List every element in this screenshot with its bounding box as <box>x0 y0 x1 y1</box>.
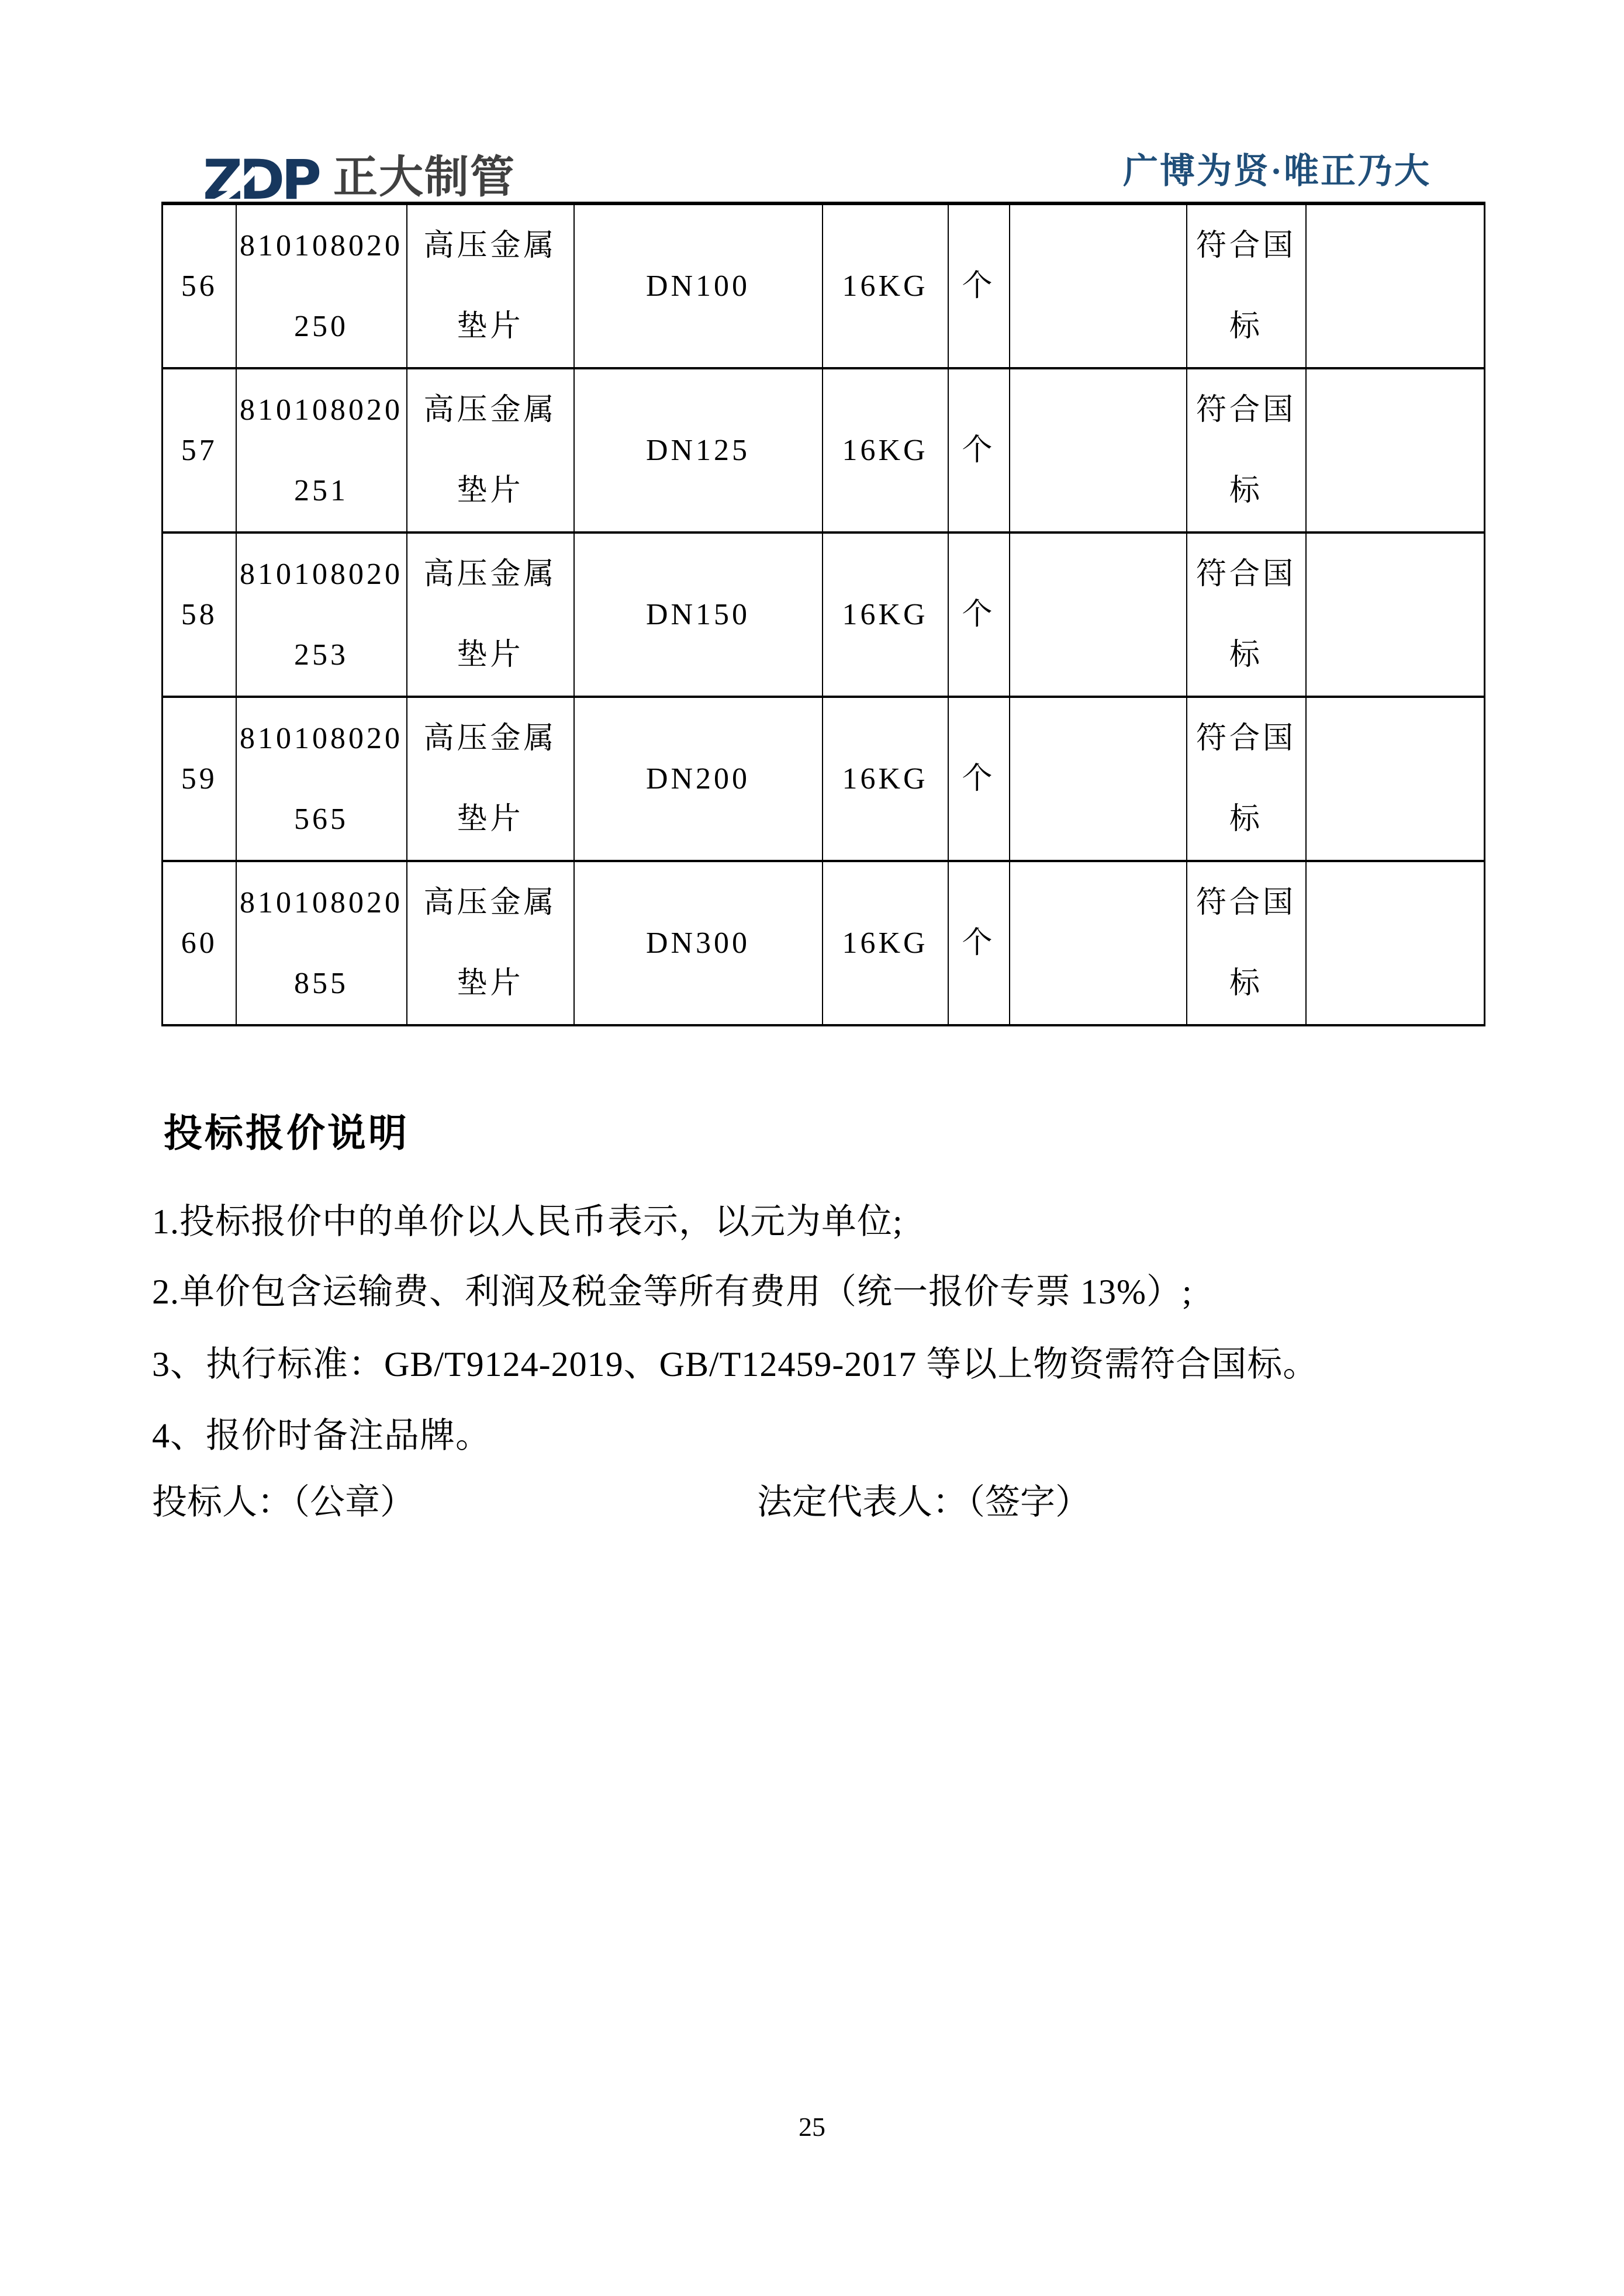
cell-text-line: 855 <box>294 966 348 1000</box>
cell-text-line: 253 <box>294 638 348 672</box>
cell-remark <box>1187 203 1306 368</box>
cell-text-line: 垫片 <box>457 638 524 672</box>
cell-text-line: 符合国 <box>1195 721 1296 755</box>
cell-text-line: 高压金属 <box>423 557 557 591</box>
cell-text-line: 标 <box>1229 802 1263 836</box>
cell-text-line: 标 <box>1229 966 1263 1000</box>
cell-text-line: 56 <box>181 269 217 303</box>
cell-text-line: DN200 <box>645 762 751 796</box>
cell-text-line: 810108020 <box>240 229 403 262</box>
cell-name <box>407 532 574 697</box>
cell-spec <box>574 861 823 1025</box>
cell-blank1 <box>1010 861 1187 1025</box>
cell-text-line: 16KG <box>842 762 928 796</box>
cell-blank1 <box>1010 697 1187 861</box>
cell-text-line: 个 <box>962 926 996 960</box>
cell-spec <box>574 697 823 861</box>
cell-text-line: 250 <box>294 309 348 343</box>
cell-remark <box>1187 368 1306 532</box>
cell-text-line: DN300 <box>645 926 751 960</box>
cell-text-line: 57 <box>181 433 217 467</box>
items-table-body <box>163 203 1485 1025</box>
zdp-logotype: ZDP <box>203 150 319 208</box>
cell-code <box>236 697 407 861</box>
cell-text-line: DN100 <box>645 269 751 303</box>
cell-blank1 <box>1010 368 1187 532</box>
logo-company-name: 正大制管 <box>333 153 516 202</box>
cell-name <box>407 697 574 861</box>
cell-blank2 <box>1306 368 1485 532</box>
notes-heading: 投标报价说明 <box>164 1112 409 1155</box>
cell-pressure <box>823 368 948 532</box>
cell-pressure <box>823 697 948 861</box>
cell-text-line: 810108020 <box>240 721 403 755</box>
cell-text-line: 60 <box>181 926 217 960</box>
cell-text-line: 垫片 <box>457 309 524 343</box>
cell-text-line: 标 <box>1229 638 1263 672</box>
cell-seq <box>163 368 236 532</box>
table-row <box>163 203 1485 368</box>
cell-text-line: 16KG <box>842 926 928 960</box>
cell-text-line: 高压金属 <box>423 886 557 919</box>
table-row <box>163 532 1485 697</box>
cell-code <box>236 532 407 697</box>
cell-code <box>236 203 407 368</box>
cell-text-line: 高压金属 <box>423 393 557 427</box>
cell-text-line: 符合国 <box>1195 393 1296 427</box>
table-row <box>163 861 1485 1025</box>
note-line-4: 4、报价时备注品牌。 <box>152 1416 491 1455</box>
cell-remark <box>1187 697 1306 861</box>
table-row <box>163 697 1485 861</box>
cell-text-line: 251 <box>294 473 348 507</box>
cell-unit <box>948 861 1010 1025</box>
cell-unit <box>948 697 1010 861</box>
table-row <box>163 368 1485 532</box>
cell-blank2 <box>1306 532 1485 697</box>
header-slogan: 广博为贤·唯正乃大 <box>1122 152 1431 191</box>
cell-unit <box>948 368 1010 532</box>
note-line-1: 1.投标报价中的单价以人民币表示，以元为单位; <box>152 1202 903 1241</box>
cell-text-line: 59 <box>181 762 217 796</box>
cell-text-line: 个 <box>962 597 996 631</box>
cell-blank1 <box>1010 532 1187 697</box>
cell-text-line: 16KG <box>842 269 928 303</box>
cell-unit <box>948 203 1010 368</box>
cell-name <box>407 368 574 532</box>
cell-blank2 <box>1306 697 1485 861</box>
cell-text-line: 符合国 <box>1195 229 1296 262</box>
cell-text-line: 16KG <box>842 597 928 631</box>
cell-blank2 <box>1306 861 1485 1025</box>
cell-code <box>236 861 407 1025</box>
cell-text-line: 符合国 <box>1195 886 1296 919</box>
price-table <box>161 202 1485 1026</box>
cell-text-line: 垫片 <box>457 473 524 507</box>
cell-text-line: 565 <box>294 802 348 836</box>
cell-text-line: 垫片 <box>457 966 524 1000</box>
cell-unit <box>948 532 1010 697</box>
legal-rep-signature-label: 法定代表人：（签字） <box>757 1483 1090 1522</box>
cell-pressure <box>823 861 948 1025</box>
cell-text-line: DN125 <box>645 433 751 467</box>
cell-seq <box>163 532 236 697</box>
cell-text-line: 个 <box>962 762 996 796</box>
cell-blank2 <box>1306 203 1485 368</box>
page-number: 25 <box>799 2112 825 2142</box>
cell-text-line: 16KG <box>842 433 928 467</box>
cell-text-line: 个 <box>962 433 996 467</box>
cell-text-line: 标 <box>1229 473 1263 507</box>
cell-text-line: 58 <box>181 597 217 631</box>
cell-text-line: 高压金属 <box>423 721 557 755</box>
cell-spec <box>574 368 823 532</box>
zdp-logo-icon <box>203 150 320 208</box>
cell-text-line: 810108020 <box>240 557 403 591</box>
cell-pressure <box>823 203 948 368</box>
cell-text-line: DN150 <box>645 597 751 631</box>
cell-seq <box>163 203 236 368</box>
cell-spec <box>574 532 823 697</box>
note-line-3: 3、执行标准：GB/T9124-2019、GB/T12459-2017 等以上物资需符合国标。 <box>152 1345 1319 1384</box>
note-line-2: 2.单价包含运输费、利润及税金等所有费用（统一报价专票 13%）; <box>152 1273 1193 1311</box>
cell-text-line: 个 <box>962 269 996 303</box>
cell-blank1 <box>1010 203 1187 368</box>
cell-seq <box>163 861 236 1025</box>
bidder-signature-label: 投标人：（公章） <box>152 1483 415 1522</box>
cell-text-line: 810108020 <box>240 886 403 919</box>
cell-name <box>407 861 574 1025</box>
cell-text-line: 垫片 <box>457 802 524 836</box>
cell-seq <box>163 697 236 861</box>
cell-code <box>236 368 407 532</box>
cell-name <box>407 203 574 368</box>
cell-text-line: 高压金属 <box>423 229 557 262</box>
cell-text-line: 810108020 <box>240 393 403 427</box>
cell-pressure <box>823 532 948 697</box>
cell-remark <box>1187 861 1306 1025</box>
cell-text-line: 符合国 <box>1195 557 1296 591</box>
cell-spec <box>574 203 823 368</box>
cell-remark <box>1187 532 1306 697</box>
cell-text-line: 标 <box>1229 309 1263 343</box>
